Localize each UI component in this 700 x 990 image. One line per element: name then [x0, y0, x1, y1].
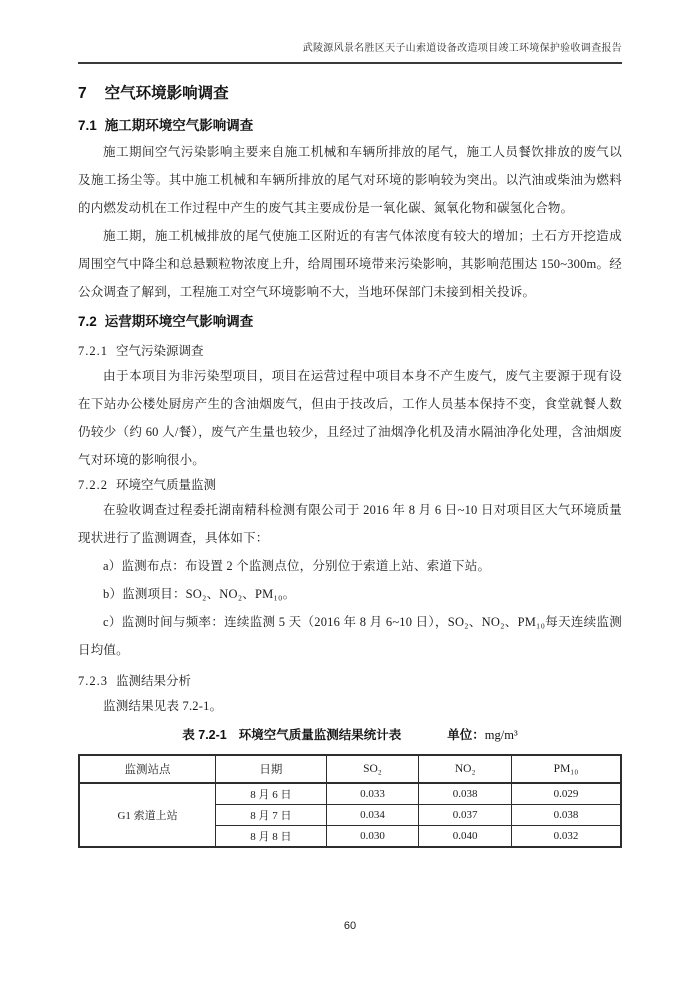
paragraph-results-reference: 监测结果见表 7.2-1。	[103, 699, 223, 713]
section-heading-7-2-3	[78, 670, 622, 692]
column-header-no2: NO₂	[419, 755, 512, 783]
no2-value: 0.040	[419, 826, 512, 848]
no2-value: 0.037	[419, 805, 512, 826]
unit-value: mg/m³	[484, 728, 518, 742]
section-title: 环境空气质量监测	[116, 478, 217, 492]
section-title: 空气环境影响调查	[104, 85, 229, 102]
column-header-pm10: PM₁₀	[511, 755, 621, 783]
section-heading-7-2-2	[78, 474, 622, 496]
date-cell: 8 月 6 日	[216, 783, 327, 805]
table-unit	[447, 724, 517, 746]
section-title: 空气污染源调查	[116, 344, 204, 358]
paragraph-construction-impact: 施工期，施工机械排放的尾气使施工区附近的有害气体浓度有较大的增加；土石方开挖造成周围空气中降尘和总悬颗粒物浓度上升，给周围环境带来污染影响，其影响范围达 150~300m。经公众调查了解到，工程施工对空气环境影响不大，当地环保部门未接到相关投诉。	[78, 229, 622, 299]
section-number: 7.2.1	[78, 344, 108, 358]
list-item-b: b）监测项目：SO₂、NO₂、PM₁₀。	[103, 587, 296, 601]
section-title: 施工期环境空气影响调查	[104, 118, 254, 133]
date-cell: 8 月 7 日	[216, 805, 327, 826]
section-heading-7-2	[78, 310, 622, 334]
section-number: 7.2.3	[78, 674, 108, 688]
so2-value: 0.030	[326, 826, 419, 848]
section-heading-7-2-1	[78, 340, 622, 362]
table-label: 表 7.2-1	[182, 728, 227, 742]
page-number: 60	[343, 920, 357, 932]
so2-value: 0.033	[326, 783, 419, 805]
paragraph-operation-source: 由于本项目为非污染型项目，项目在运营过程中项目本身不产生废气，废气主要源于现有设在下站办公楼处厨房产生的含油烟废气，但由于技改后，工作人员基本保持不变，食堂就餐人数仍较少（约 60 人/餐），废气产生量也较少，且经过了油烟净化机及清水隔油净化处理，含油烟废气对环境的影响很小。	[78, 369, 622, 467]
table-caption	[78, 724, 622, 746]
section-number: 7.2.2	[78, 478, 108, 492]
so2-value: 0.034	[326, 805, 419, 826]
column-header-so2: SO₂	[326, 755, 419, 783]
table-row	[79, 783, 621, 805]
section-number: 7	[78, 85, 87, 102]
section-number: 7.2	[78, 314, 97, 329]
table-header-row	[79, 755, 621, 783]
section-title: 监测结果分析	[116, 674, 192, 688]
pm10-value: 0.038	[511, 805, 621, 826]
air-quality-results-table	[78, 754, 622, 848]
paragraph-monitoring-intro: 在验收调查过程委托湖南精科检测有限公司于 2016 年 8 月 6 日~10 日对项目区大气环境质量现状进行了监测调查，具体如下：	[78, 503, 622, 545]
section-heading-7-1	[78, 114, 622, 138]
date-cell: 8 月 8 日	[216, 826, 327, 848]
report-title: 武陵源风景名胜区天子山索道设备改造项目竣工环境保护验收调查报告	[302, 43, 622, 54]
paragraph-construction-emissions: 施工期间空气污染影响主要来自施工机械和车辆所排放的尾气，施工人员餐饮排放的废气以及施工扬尘等。其中施工机械和车辆所排放的尾气对环境的影响较为突出。以汽油或柴油为燃料的内燃发动机在工作过程中产生的废气其主要成份是一氧化碳、氮氧化物和碳氢化合物。	[78, 145, 622, 215]
station-cell: G1 索道上站	[79, 783, 216, 847]
pm10-value: 0.029	[511, 783, 621, 805]
pm10-value: 0.032	[511, 826, 621, 848]
unit-label: 单位：	[447, 728, 485, 742]
list-item-c: c）监测时间与频率：连续监测 5 天（2016 年 8 月 6~10 日），SO₂、NO₂、PM₁₀每天连续监测日均值。	[78, 615, 622, 657]
section-title: 运营期环境空气影响调查	[104, 314, 254, 329]
no2-value: 0.038	[419, 783, 512, 805]
section-heading-7	[78, 82, 622, 106]
running-header	[78, 42, 622, 64]
section-number: 7.1	[78, 118, 97, 133]
list-item-a: a）监测布点：布设置 2 个监测点位，分别位于索道上站、索道下站。	[103, 559, 491, 573]
column-header-date: 日期	[216, 755, 327, 783]
column-header-station: 监测站点	[79, 755, 216, 783]
table-title: 环境空气质量监测结果统计表	[238, 728, 402, 742]
